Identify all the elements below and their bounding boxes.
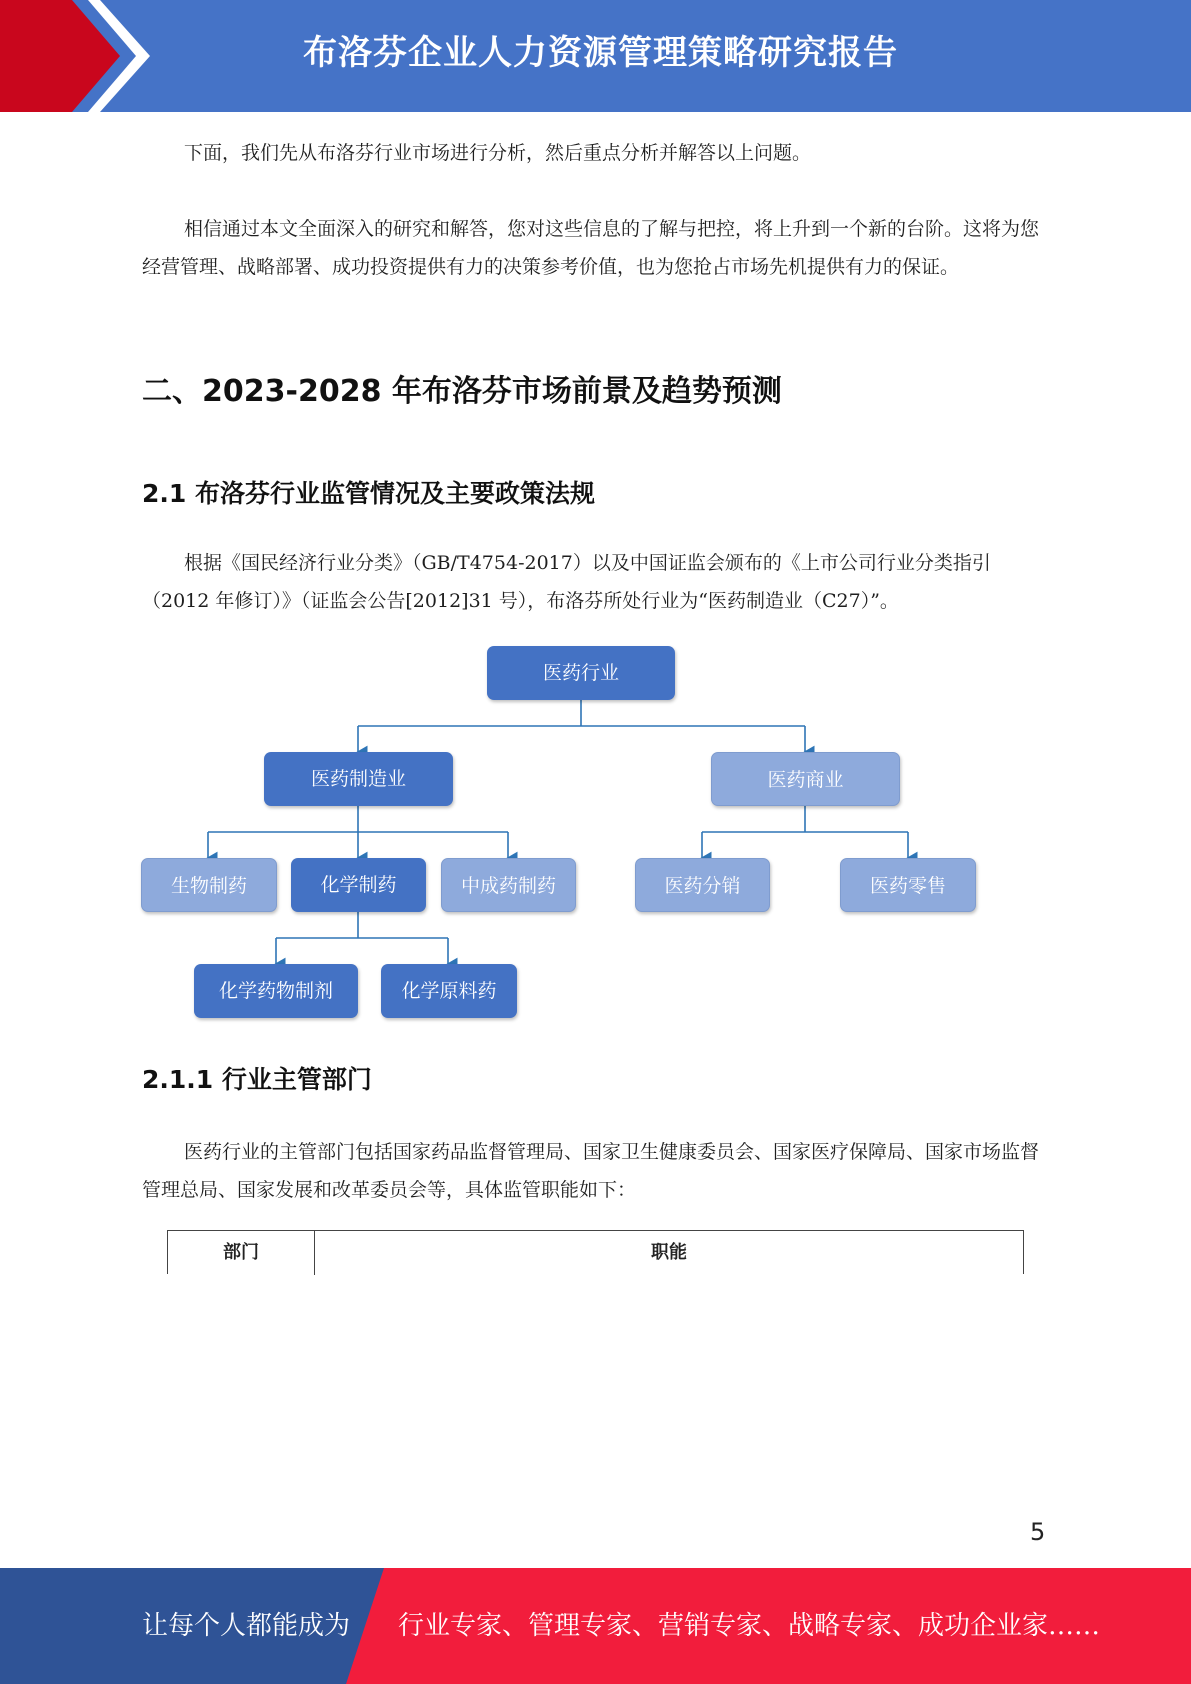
org-node-pharma-commerce: 医药商业 <box>711 752 900 806</box>
table-header-department: 部门 <box>168 1231 315 1275</box>
summary-paragraph: 相信通过本文全面深入的研究和解答，您对这些信息的了解与把控，将上升到一个新的台阶。这将为您经营管理、战略部署、成功投资提供有力的决策参考价值，也为您抢占市场先机提供有力的保证。 <box>142 218 1040 278</box>
regulator-paragraph: 医药行业的主管部门包括国家药品监督管理局、国家卫生健康委员会、国家医疗保障局、国家市场监督管理总局、国家发展和改革委员会等，具体监管职能如下： <box>142 1141 1040 1201</box>
page-footer <box>0 1568 1191 1684</box>
industry-classification-paragraph: 根据《国民经济行业分类》（GB/T4754-2017）以及中国证监会颁布的《上市公司行业分类指引（2012 年修订）》（证监会公告[2012]31 号），布洛芬所处行业为“医药制造业（C27）”。 <box>142 552 991 612</box>
org-node-chemical-pharma: 化学制药 <box>291 858 426 912</box>
org-node-chemical-api: 化学原料药 <box>381 964 517 1018</box>
subsubsection-heading: 2.1.1 行业主管部门 <box>142 1065 372 1094</box>
page-header <box>0 0 1191 112</box>
regulator-table <box>167 1230 1024 1274</box>
section-heading: 二、2023-2028 年布洛芬市场前景及趋势预测 <box>142 374 782 409</box>
report-title: 布洛芬企业人力资源管理策略研究报告 <box>303 33 898 73</box>
org-node-pharma-retail: 医药零售 <box>840 858 976 912</box>
org-node-bio-pharma: 生物制药 <box>141 858 277 912</box>
intro-paragraph: 下面，我们先从布洛芬行业市场进行分析，然后重点分析并解答以上问题。 <box>184 142 812 164</box>
org-node-pharma-manufacturing: 医药制造业 <box>264 752 453 806</box>
footer-slogan-roles: 行业专家、管理专家、营销专家、战略专家、成功企业家…… <box>398 1611 1101 1641</box>
page-number: 5 <box>1030 1518 1046 1546</box>
footer-slogan-lead: 让每个人都能成为 <box>142 1611 351 1641</box>
org-node-pharma-industry: 医药行业 <box>487 646 675 700</box>
subsection-heading: 2.1 布洛芬行业监管情况及主要政策法规 <box>142 479 595 508</box>
org-node-chemical-preparations: 化学药物制剂 <box>194 964 358 1018</box>
org-node-tcm-pharma: 中成药制药 <box>441 858 576 912</box>
org-node-pharma-distribution: 医药分销 <box>635 858 770 912</box>
industry-org-chart <box>0 640 1191 1030</box>
table-header-function: 职能 <box>651 1242 687 1263</box>
